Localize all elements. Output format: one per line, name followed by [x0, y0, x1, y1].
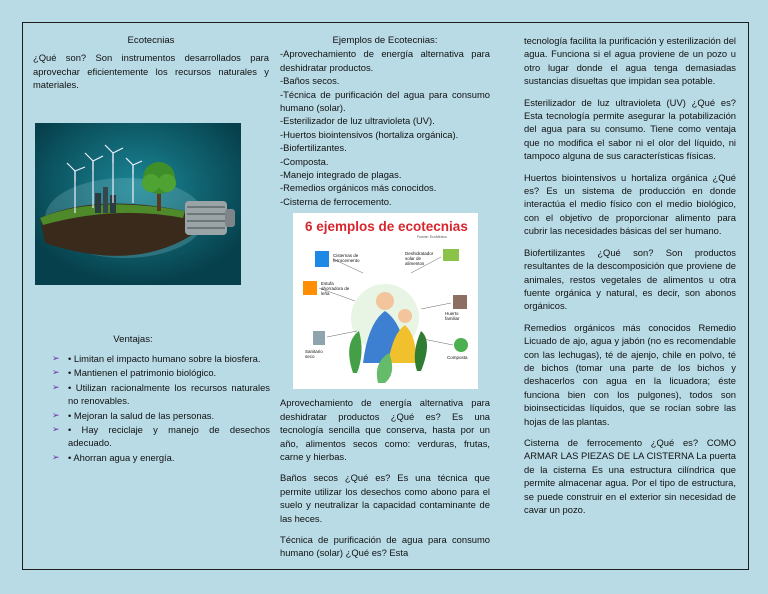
ecotech-examples-list — [280, 47, 490, 208]
label-cisternas: Cisternas de ferrocemento — [333, 253, 360, 263]
paragraph-uv: Esterilizador de luz ultravioleta (UV) ¿Qué es? Esta tecnología permite asegurar la potabilización del agua para su consumo. Tiene como ventaja que no modifica el sabor ni el olor del líquido, ni tampoco alguna de sus características físicas. — [524, 96, 736, 162]
label-deshidratador: Deshidratador solar de alimentos — [405, 251, 434, 266]
col2-title: Ejemplos de Ecotecnias: — [332, 35, 438, 46]
paragraph-cisterna: Cisterna de ferrocemento ¿Qué es? COMO ARMAR LAS PIEZAS DE LA CISTERNA La puerta de la cisterna Es una estructura cilíndrica que permite almacenar agua. Por el tipo de estructura, se puede construir en el exterior sin necesidad de cavar un pozo. — [524, 436, 736, 515]
example-item: -Biofertilizantes. — [280, 142, 347, 154]
example-item: -Técnica de purificación del agua para consumo humano (solar). — [280, 88, 490, 114]
ventaja-item: ➢ • Limitan el impacto humano sobre la biosfera. — [52, 353, 261, 364]
example-item: -Esterilizador de luz ultravioleta (UV). — [280, 115, 435, 127]
column-3 — [524, 34, 736, 524]
ecotecnias-infographic — [293, 213, 478, 389]
paragraph-deshidratar: Aprovechamiento de energía alternativa para deshidratar productos ¿Qué es? Es una tecnología sencilla que conserva, hasta por un año, alimentos secos como: verduras, frutas, carne y hierbas. — [280, 397, 490, 462]
ventajas-list — [52, 352, 270, 465]
example-item: -Manejo integrado de plagas. — [280, 169, 402, 181]
example-item: -Baños secos. — [280, 75, 340, 87]
ventaja-item: ➢ • Mejoran la salud de las personas. — [52, 409, 215, 421]
paragraph-purificacion-cont: tecnología facilita la purificación y esterilización del agua. Funciona si el agua proviene de un pozo u otro lugar donde el agua tenga demasiadas sustancias disueltas que impidan sea potable. — [524, 35, 736, 87]
ventajas-title: Ventajas: — [113, 334, 153, 345]
bullet-icon: ➢ — [52, 409, 60, 420]
paragraph-remedios: Remedios orgánicos más conocidos Remedio Licuado de ajo, agua y jabón (no es recomendable con las lechugas), té de ajenjo, chile en polvo, té de bichos (tomar una parte de los bichos y deshacerlos con agua en la licuadora; éste funciona bien con los pulgones), todos son bioinsecticidas líquidos, que se rocían sobre las hojas de las plantas. — [524, 321, 736, 427]
ventaja-item: ➢ • Hay reciclaje y manejo de desechos adecuado. — [52, 424, 270, 449]
paragraph-biofertilizantes: Biofertilizantes ¿Qué son? Son productos resultantes de la descomposición que proviene de animales, restos vegetales de alimentos u otra fuente orgánica y natural, es decir, son abonos orgánicos. — [524, 246, 736, 312]
infographic-source: Fuente: EcoMéxico — [417, 235, 447, 239]
col1-intro: ¿Qué son? Son instrumentos desarrollados para aprovechar eficientemente los recursos naturales y materiales. — [33, 52, 269, 91]
example-item: -Huertos biointensivos (hortaliza orgánica). — [280, 128, 459, 140]
paragraph-huertos: Huertos biointensivos u hortaliza orgánica ¿Qué es? Es un sistema de producción en donde interactúa el medio físico con el medio biológico, con el objetivo de proporcionar alimento para cubrir las necesidades básicas del ser humano. — [524, 171, 736, 237]
paragraph-banos-secos: Baños secos ¿Qué es? Es una técnica que permite utilizar los desechos como abono para el suelo y neutralizar la capacidad contaminante de las heces. — [280, 472, 490, 524]
ventaja-item: ➢ • Mantienen el patrimonio biológico. — [52, 367, 217, 379]
bullet-icon: ➢ — [52, 424, 60, 435]
example-item: -Aprovechamiento de energía alternativa para deshidratar productos. — [280, 48, 490, 73]
example-item: -Cisterna de ferrocemento. — [280, 195, 392, 207]
label-sanitario: Sanitario seco — [305, 349, 323, 359]
bullet-icon: ➢ — [52, 353, 60, 363]
bullet-icon: ➢ — [52, 367, 60, 378]
ventaja-item: ➢ • Ahorran agua y energía. — [52, 451, 175, 463]
example-item: -Remedios orgánicos más conocidos. — [280, 182, 437, 194]
ventaja-item: ➢ • Utilizan racionalmente los recursos naturales no renovables. — [52, 381, 270, 407]
ecotech-lightbulb-image — [35, 123, 241, 285]
label-huerto: Huerto familiar — [445, 311, 460, 321]
label-estufa: Estufa ahorradora de leña — [321, 281, 350, 296]
col1-title: Ecotecnias — [127, 35, 175, 46]
column-1 — [33, 34, 269, 100]
bullet-icon: ➢ — [52, 451, 60, 462]
bullet-icon: ➢ — [52, 381, 60, 392]
example-item: -Composta. — [280, 155, 329, 167]
infographic-title: 6 ejemplos de ecotecnias — [305, 219, 468, 234]
label-composta: Composta — [447, 355, 468, 360]
paragraph-purificacion: Técnica de purificación de agua para consumo humano (solar) ¿Qué es? Esta — [280, 533, 490, 559]
